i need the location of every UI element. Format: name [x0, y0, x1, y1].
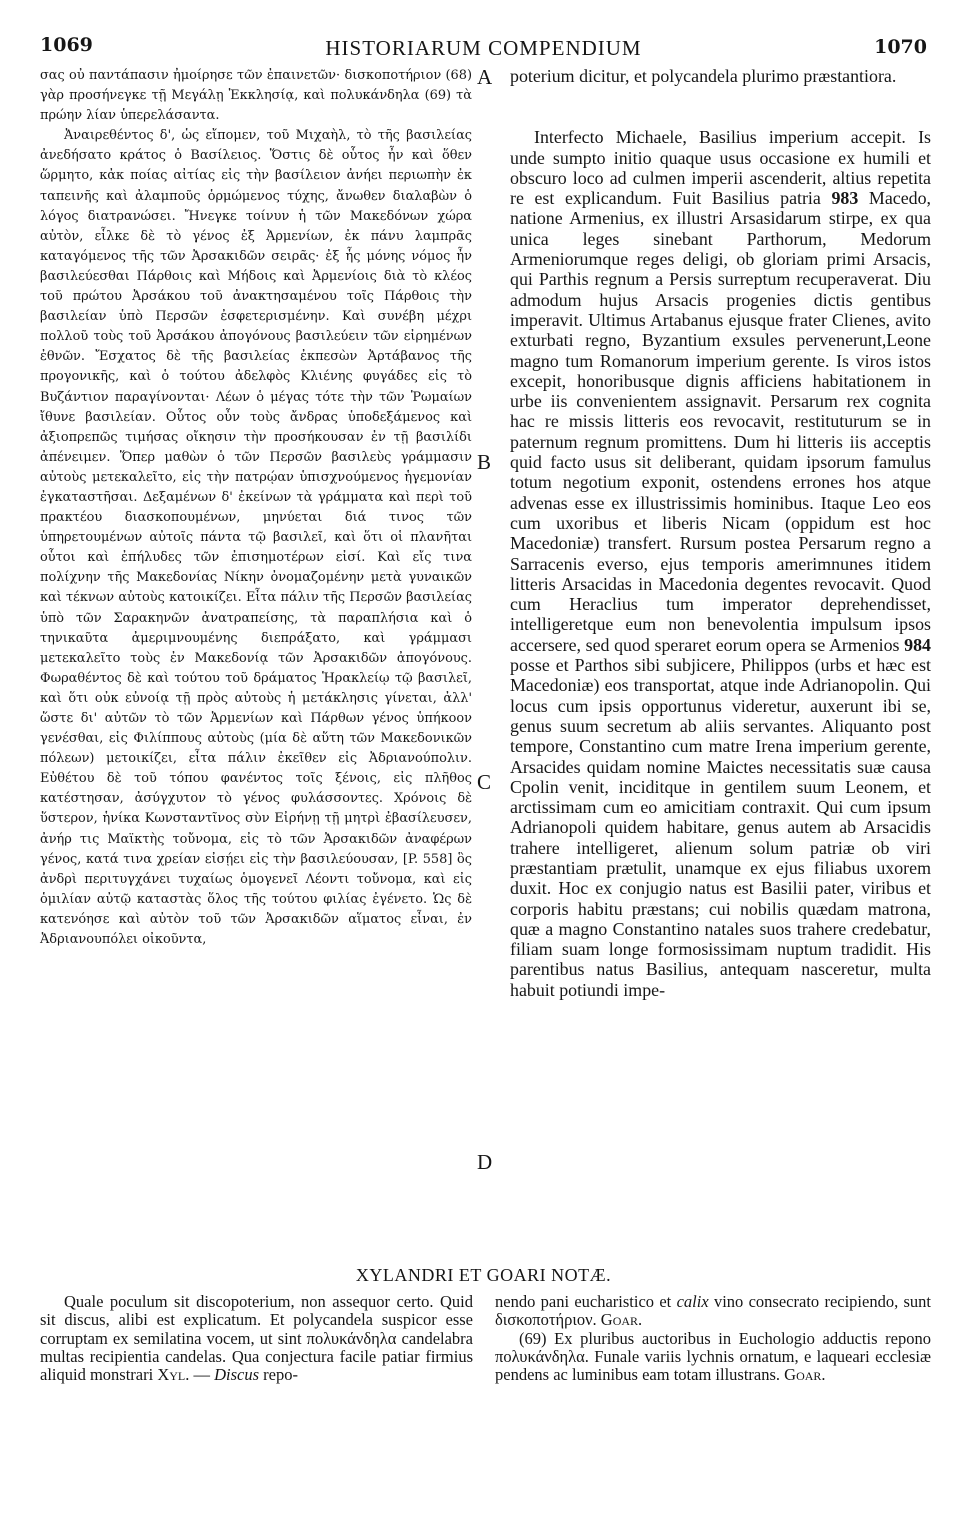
note-68-text: Quale poculum sit discopoterium, non assequor certo. Quid sit discus, alibi est explicatum. Et polycandela suspicor esse corruptam ex semilatina vocem, ut sint πολυκάνδηλα candelabra multas recipientia candelas. Qua conjectura facile patiar firmius aliquid monstrari [40, 1292, 473, 1385]
note-italic-calix: calix [676, 1292, 709, 1311]
note-68 [40, 1293, 473, 1384]
note-69 [495, 1330, 931, 1385]
page-header [40, 34, 927, 60]
latin-text-part-2: Macedo, natione Armenius, ex illustri Arsasidarum stirpe, ex qua unica leges sinebant Parthorum, Medorum Armeniorumque reges deligi, ob gloriam primi Arsacis, qui Parthis regnum a Persis surreptum recuperaverat. Diu admodum hujus Arsacis progenies dictis gentibus imperavit. Ultimus Artabanus ejusque frater Clienes, avito exturbati regno, Byzantium exsules pervenerunt,Leone magno tum Romanorum imperium gerente. Is viros istos excepit, honoribusque dignis afficiens habitationem in urbe iis convenientem assignavit. Persarum rex cognita hac re missis litteris eos revocavit, restituturum se in paternum regnum promittens. Dum hi litteris iis acceptis quid facto usus sit deliberant, quidam ipsorum famulus totum negotium exponit, ostendens errones hos atque advenas esse ex illustrissimis hominibus. Itaque Leo eos cum uxoribus et liberis Nicam (oppidum est hoc Macedoniæ) transfert. Rursum postea Persarum regno a Sarracenis everso, ejus temporis amerimnunes itidem litteris Arsacidas in Macedonia degentes revocavit. Quod cum Heraclius tum imperator deprehendisset, intelligeretque eum non benevolentia impulsum ipsos accersere, sed quod speraret eorum opera se Armenios [510, 188, 932, 655]
note-italic-discus: Discus [214, 1365, 260, 1385]
margin-page-number-984: 984 [904, 634, 931, 655]
signature-goar-1: Goar. [600, 1310, 643, 1330]
latin-paragraph-1: poterium dicitur, et polycandela plurimo præstantiora. [510, 66, 897, 86]
signature-goar-2: Goar. [784, 1365, 826, 1385]
greek-column [40, 66, 472, 950]
margin-page-number-983: 983 [831, 188, 859, 209]
latin-text-part-3: posse et Parthos sibi subjicere, Philippos (urbs et hæc est Macedoniæ) eos transportat, atque inde Adrianopolin. Qui locus cum ipsis opportunus videretur, auxerunt ibi se, genus suum secretum ab aliis servantes. Aliquanto post tempore, Constantino cum matre Irena imperium gerente, Arsacides quidam nomine Maictes necessitatis suæ causa Cpolin venit, inciditque in gentilem suum Leonem, et arctissimam cum eo amicitiam contraxit. Qui cum ipsum Adrianopoli quidem habitare, genus autem ab Arsacidis trahere intelligeret, alienum solum patriæ ob viri præstantiam prætulit, unamque ex ejus filiabus uxorem duxit. Hoc ex conjugio natus est Basilii pater, viribus et corporis habitu præstans; cui nobilis quædam matrona, quæ a magno Constantino natales suos trahere credebatur, filiam suam longe formosissimam nuptum tradidit. His parentibus natus Basilius, antequam nasceretur, multa habuit potiundi impe- [510, 655, 931, 1000]
notes-right-column [495, 1293, 931, 1384]
margin-letter-c: C [477, 770, 492, 794]
note-dash: — [189, 1365, 215, 1385]
greek-paragraph-2: Ἀναιρεθέντος δ', ὡς εἴπομεν, τοῦ Μιχαὴλ, τὸ τῆς βασιλείας ἀνεδήσατο κράτος ὁ Βασίλειος. Ὅστις δὲ οὗτος ἦν καὶ ὅθεν ὥρμητο, κἀκ ποίας αἰτίας εἰς τὴν βασίλειον ἀνήει περιωπὴν ἐκ ταπεινῆς καὶ ἀλαμποῦς ὁρμώμενος τύχης, ἄνωθεν διαλαβὼν ὁ λόγος διατρανώσει. Ἤνεγκε τοίνυν ἡ τῶν Μακεδόνων χώρα αὐτὸν, εἷλκε δὲ τὸ γένος ἐξ Ἀρμενίων, ἐκ πάνυ λαμπρᾶς καταγόμενος τῆς τῶν Ἀρσακιδῶν σειρᾶς· ἐξ ἧς μόνης νόμος ἦν βασιλεύεσθαι Πάρθοις καὶ Μήδοις καὶ Ἀρμενίοις διὰ τὸ κλέος τοῦ πρώτου Ἀρσάκου τοῦ ἀνακτησαμένου τοῖς Πάρθοις τὴν βασιλείαν ὑπὸ Περσῶν ἐσφετερισμένην. Καὶ συνέβη μέχρι πολλοῦ τοὺς τοῦ Ἀρσάκου ἀπογόνους βασιλεύειν τῶν εἰρημένων ἐθνῶν. Ἔσχατος δὲ τῆς βασιλείας ἐκπεσὼν Ἀρτάβανος τῆς προγονικῆς, καὶ ὁ τούτου ἀδελφὸς Κλιένης φυγάδες εἰς τὸ Βυζάντιον παραγίνονται· Λέων ὁ μέγας τότε τὴν τῶν Ῥωμαίων ἴθυνε βασιλείαν. Οὗτος οὖν τοὺς ἄνδρας ὑποδεξάμενος καὶ ἀξιοπρεπῶς τιμήσας οἴκησιν τὴν προσήκουσαν ἐν τῇ βασιλίδι ἀπένειμεν. Ὅπερ μαθὼν ὁ τῶν Περσῶν βασιλεὺς γράμμασιν αὐτοὺς μετεκαλεῖτο, εἰς τὴν πατρῴαν ὑπισχνούμενος ἡγεμονίαν ἐγκαταστῆσαι. Δεξαμένων δ' ἐκείνων τὰ γράμματα καὶ περὶ τοῦ πρακτέου διασκοπουμένων, μηνύεται διά τινος τῶν ὑπηρετουμένων αὐτοῖς πάντα τῷ βασιλεῖ, καὶ ὅτι οἱ πλανῆται οὗτοι καὶ ἐπήλυδες τῶν ἐπισημοτέρων εἰσί. Καὶ εἴς τινα πολίχνην τῆς Μακεδονίας Νίκην ὀνομαζομένην μετὰ γυναικῶν καὶ τέκνων αὐτοὺς κατοικίζει. Εἶτα πάλιν τῆς Περσῶν βασιλείας ὑπὸ τῶν Σαρακηνῶν ἀνατραπείσης, τὰ παραπλήσια καὶ ὁ τηνικαῦτα ἀμεριμνουμένης διεπράξατο, καὶ γράμμασι μετεκαλεῖτο τοὺς ἐν Μακεδονίᾳ τῶν Ἀρσακιδῶν ἀπογόνους. Φωραθέντος δὲ καὶ τούτου τοῦ δράματος Ἡρακλείῳ τῷ βασιλεῖ, καὶ ὅτι οὐκ εὐνοίᾳ τῇ πρὸς αὐτοὺς ἡ μετάκλησις γίνεται, ἀλλ' ὥστε δι' αὐτῶν τὸ τῶν Ἀρμενίων καὶ Πάρθων γένος ὑπήκοον γενέσθαι, εἰς Φιλίππους αὐτοὺς (μία δὲ αὕτη τῶν Μακεδονικῶν πόλεων) μετοικίζει, εἶτα πάλιν ἐκεῖθεν εἰς Ἀδριανούπολιν. Εὐθέτου δὲ τοῦ τόπου φανέντος τοῖς ξένοις, εἰς πλῆθος κατέστησαν, ἀσύγχυτον τὸ γένος φυλάσσοντες. Χρόνοις δὲ ὕστερον, ἡνίκα Κωνσταντῖνος σὺν Εἰρήνῃ τῇ μητρὶ ἐβασίλευσεν, ἀνήρ τις Μαϊκτὴς τοὔνομα, εἰς τὸ τῶν Ἀρσακιδῶν ἀναφέρων γένος, κατά τινα χρείαν εἰσῄει εἰς τὴν βασιλεύουσαν, [P. 558] ὃς ἀνδρὶ περιτυγχάνει τυχαίως ὁμογενεῖ Λέοντι τοὔνομα, καὶ εἰς ὁμιλίαν αὐτῷ καταστὰς ὅλος τῆς τούτου φιλίας ἐγένετο. Ὡς δὲ κατενόησε καὶ αὐτὸν τοῦ τῶν Ἀρσακιδῶν αἵματος εἶναι, ἐν Ἀδριανουπόλει οἰκοῦντα, [40, 128, 472, 948]
note-68-cont-text-1: nendo pani eucharistico et [495, 1292, 672, 1311]
margin-letter-b: B [477, 450, 492, 474]
margin-letter-d: D [477, 1150, 493, 1174]
page-number-right: 1070 [874, 36, 927, 58]
latin-column [510, 66, 931, 1000]
note-68-cont-text-2: vino consecrato recipiendo, sunt δισκοποτήριον. [495, 1292, 932, 1330]
latin-paragraph-2 [510, 127, 931, 1000]
notes-title: XYLANDRI ET GOARI NOTÆ. [355, 1265, 612, 1285]
note-69-text: (69) Ex pluribus auctoribus in Euchologio adductis repono πολυκάνδηλα. Funale variis lychnis ornatum, e laqueari ecclesiæ pendens ac luminibus eam totam illustrans. [495, 1328, 931, 1385]
notes-left-column [40, 1293, 473, 1384]
margin-letter-a: A [477, 65, 493, 89]
running-title: HISTORIARUM COMPENDIUM [325, 36, 642, 60]
greek-paragraph-1: σας οὐ παντάπασιν ἠμοίρησε τῶν ἐπαινετῶν· δισκοποτήριον (68) γὰρ προσήνεγκε τῇ Μεγάλῃ Ἐκκλησίᾳ, καὶ πολυκάνδηλα (69) τὰ πρώην λίαν ὑπερελάσαντα. [40, 68, 472, 124]
page-number-left: 1069 [40, 34, 93, 56]
latin-text-part-1: Interfecto Michaele, Basilius imperium accepit. Is unde sumpto initio quaque usus occasione ex humili et obscuro loco ad culmen imperii ascenderit, altius repetita re est explicandum. Fuit Basilius patria [510, 127, 931, 209]
paragraph-gap [510, 86, 931, 127]
note-68-end: repo- [259, 1365, 298, 1385]
signature-xylander: Xyl. [157, 1365, 190, 1385]
note-68-continued [495, 1293, 931, 1330]
